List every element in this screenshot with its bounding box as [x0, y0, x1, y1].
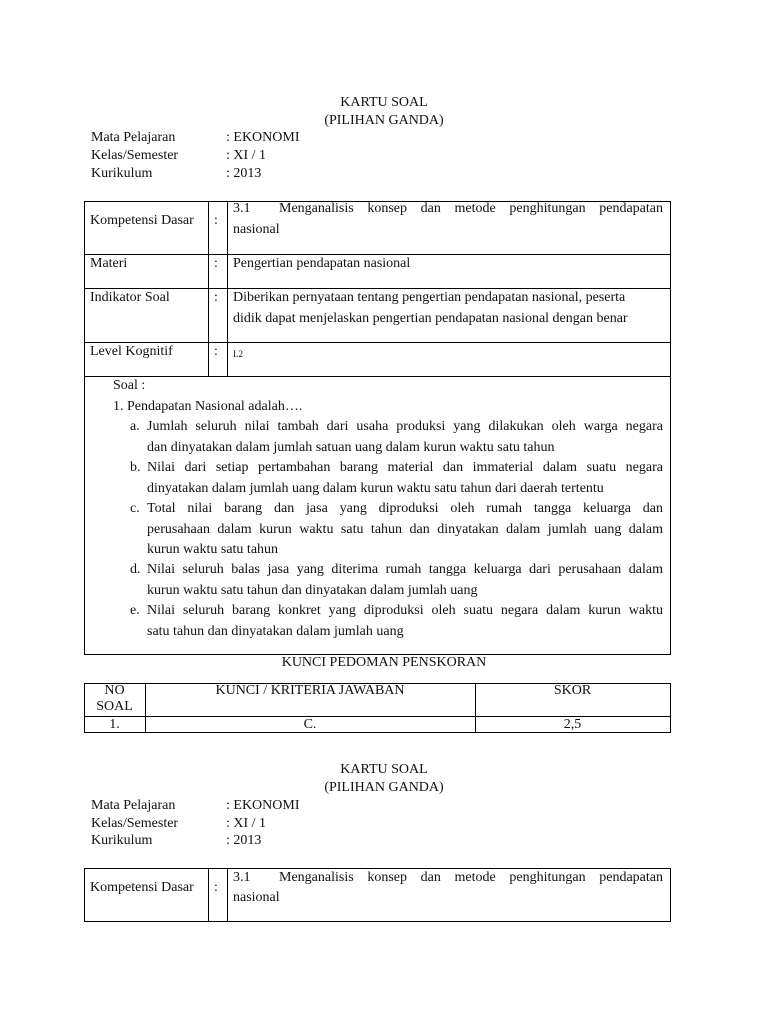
col-divider	[208, 868, 209, 922]
option-letter: a.	[130, 419, 140, 434]
card2-title: KARTU SOAL	[340, 762, 428, 777]
kunci-header-kunci: KUNCI / KRITERIA JAWABAN	[215, 683, 405, 698]
meta-value-kurikulum: : 2013	[226, 166, 262, 181]
meta-label-mapel: Mata Pelajaran	[91, 798, 176, 813]
materi-colon: :	[214, 256, 218, 271]
table-border-left	[84, 868, 85, 922]
kunci-row-no: 1.	[109, 717, 120, 732]
kd-number: 3.1	[233, 201, 251, 216]
meta-label-mapel: Mata Pelajaran	[91, 130, 176, 145]
kd-colon: :	[214, 880, 218, 895]
kd-number: 3.1	[233, 870, 251, 885]
meta-label-kurikulum: Kurikulum	[91, 166, 153, 181]
materi-label: Materi	[90, 256, 128, 271]
kunci-header-no-line1: NO	[104, 683, 125, 698]
kunci-heading: KUNCI PEDOMAN PENSKORAN	[281, 655, 487, 670]
col-divider	[227, 201, 228, 377]
kunci-header-no-line2: SOAL	[96, 699, 133, 714]
indikator-colon: :	[214, 290, 218, 305]
kunci-header-skor: SKOR	[553, 683, 592, 698]
option-text-line: perusahaan dalam kurun waktu satu tahun dan dinyatakan dalam jumlah uang dalam	[147, 522, 663, 537]
kunci-row-answer: C.	[303, 717, 317, 732]
card1-subtitle: (PILIHAN GANDA)	[324, 113, 444, 128]
table-border-right	[670, 868, 671, 922]
col-divider	[208, 201, 209, 377]
card1-title: KARTU SOAL	[340, 95, 428, 110]
table-border-bottom	[84, 921, 671, 922]
meta-label-kelas: Kelas/Semester	[91, 148, 179, 163]
kd-colon: :	[214, 213, 218, 228]
indikator-line2: didik dapat menjelaskan pengertian pendapatan nasional dengan benar	[233, 311, 628, 326]
option-text-line: dan dinyatakan dalam jumlah satuan uang dalam kurun waktu satu tahun	[147, 440, 555, 455]
kd-text-line2: nasional	[233, 222, 280, 237]
soal-heading: Soal :	[113, 378, 146, 393]
option-text-line: Total nilai barang dan jasa yang diproduksi oleh rumah tangga keluarga dan	[147, 501, 663, 516]
option-text-line: dinyatakan dalam jumlah uang dalam kurun waktu satu tahun dari daerah tertentu	[147, 481, 604, 496]
option-text-line: satu tahun dan dinyatakan dalam jumlah uang	[147, 624, 404, 639]
level-colon: :	[214, 344, 218, 359]
meta-label-kurikulum: Kurikulum	[91, 833, 153, 848]
indikator-line1: Diberikan pernyataan tentang pengertian pendapatan nasional, peserta	[233, 290, 626, 305]
option-text-line: kurun waktu satu tahun	[147, 542, 279, 557]
option-text-line: Jumlah seluruh nilai tambah dari usaha produksi yang dilakukan oleh warga negara	[147, 419, 663, 434]
row-divider	[84, 376, 671, 377]
meta-value-mapel: : EKONOMI	[226, 798, 300, 813]
meta-value-kurikulum: : 2013	[226, 833, 262, 848]
option-letter: e.	[130, 603, 140, 618]
table-border-right	[670, 201, 671, 655]
kd-text-line2: nasional	[233, 890, 280, 905]
kunci-border-right	[670, 683, 671, 733]
table-border-left	[84, 201, 85, 655]
level-label: Level Kognitif	[90, 344, 173, 359]
question-stem: 1. Pendapatan Nasional adalah….	[113, 399, 303, 414]
indikator-label: Indikator Soal	[90, 290, 170, 305]
option-letter: b.	[130, 460, 141, 475]
card2-subtitle: (PILIHAN GANDA)	[324, 780, 444, 795]
kd-text-line1: Menganalisis konsep dan metode penghitungan pendapatan	[279, 870, 663, 885]
meta-value-kelas: : XI / 1	[226, 816, 267, 831]
kunci-row-skor: 2,5	[563, 717, 582, 732]
option-letter: c.	[130, 501, 140, 516]
meta-value-kelas: : XI / 1	[226, 148, 267, 163]
kd-label: Kompetensi Dasar	[90, 213, 194, 228]
option-text-line: kurun waktu satu tahun dan dinyatakan dalam jumlah uang	[147, 583, 478, 598]
option-text-line: Nilai seluruh balas jasa yang diterima rumah tangga keluarga dari perusahaan dalam	[147, 562, 663, 577]
option-letter: d.	[130, 562, 141, 577]
col-divider	[227, 868, 228, 922]
kd-label: Kompetensi Dasar	[90, 880, 194, 895]
option-text-line: Nilai seluruh barang konkret yang diproduksi oleh suatu negara dalam kurun waktu	[147, 603, 663, 618]
meta-value-mapel: : EKONOMI	[226, 130, 300, 145]
option-text-line: Nilai dari setiap pertambahan barang material dan immaterial dalam suatu negara	[147, 460, 663, 475]
materi-value: Pengertian pendapatan nasional	[233, 256, 411, 271]
level-value: L2	[233, 349, 243, 359]
kd-text-line1: Menganalisis konsep dan metode penghitungan pendapatan	[279, 201, 663, 216]
meta-label-kelas: Kelas/Semester	[91, 816, 179, 831]
